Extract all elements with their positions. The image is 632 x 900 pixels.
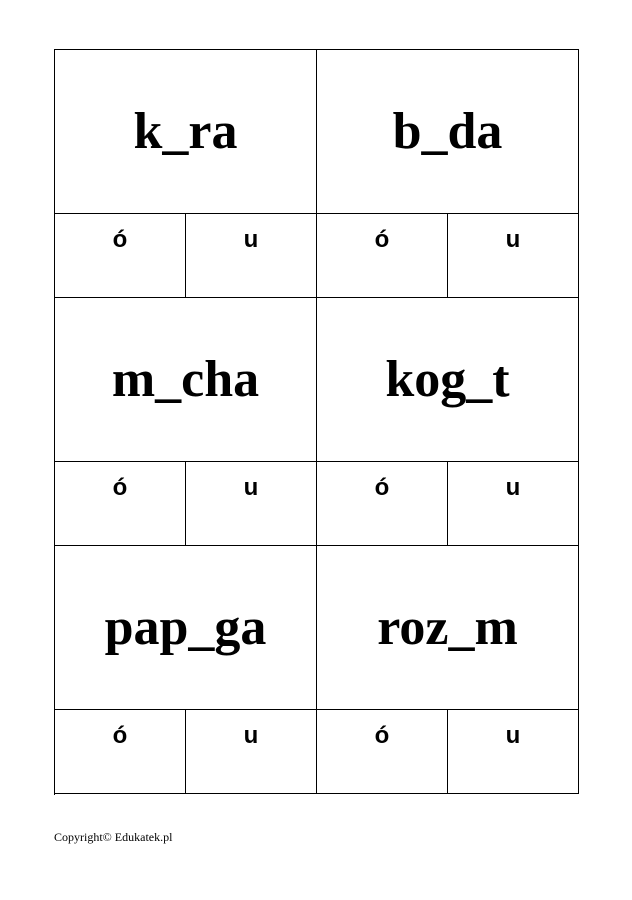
word-card: kog_t xyxy=(317,298,579,462)
word-row xyxy=(55,546,579,710)
option-o-accent: ó xyxy=(317,462,448,546)
option-u: u xyxy=(186,214,317,298)
option-o-accent: ó xyxy=(55,710,186,794)
option-u: u xyxy=(186,710,317,794)
word-row xyxy=(55,298,579,462)
option-o-accent: ó xyxy=(317,710,448,794)
option-u: u xyxy=(448,214,579,298)
flashcard-sheet xyxy=(54,49,579,795)
option-o-accent: ó xyxy=(55,214,186,298)
options-row xyxy=(55,462,579,546)
options-row xyxy=(55,710,579,794)
word-card: m_cha xyxy=(55,298,317,462)
option-u: u xyxy=(448,710,579,794)
word-row xyxy=(55,50,579,214)
option-u: u xyxy=(448,462,579,546)
option-u: u xyxy=(186,462,317,546)
option-o-accent: ó xyxy=(317,214,448,298)
word-card: pap_ga xyxy=(55,546,317,710)
word-card: b_da xyxy=(317,50,579,214)
options-row xyxy=(55,214,579,298)
word-card: k_ra xyxy=(55,50,317,214)
copyright-text: Copyright© Edukatek.pl xyxy=(54,830,173,844)
option-o-accent: ó xyxy=(55,462,186,546)
word-card: roz_m xyxy=(317,546,579,710)
